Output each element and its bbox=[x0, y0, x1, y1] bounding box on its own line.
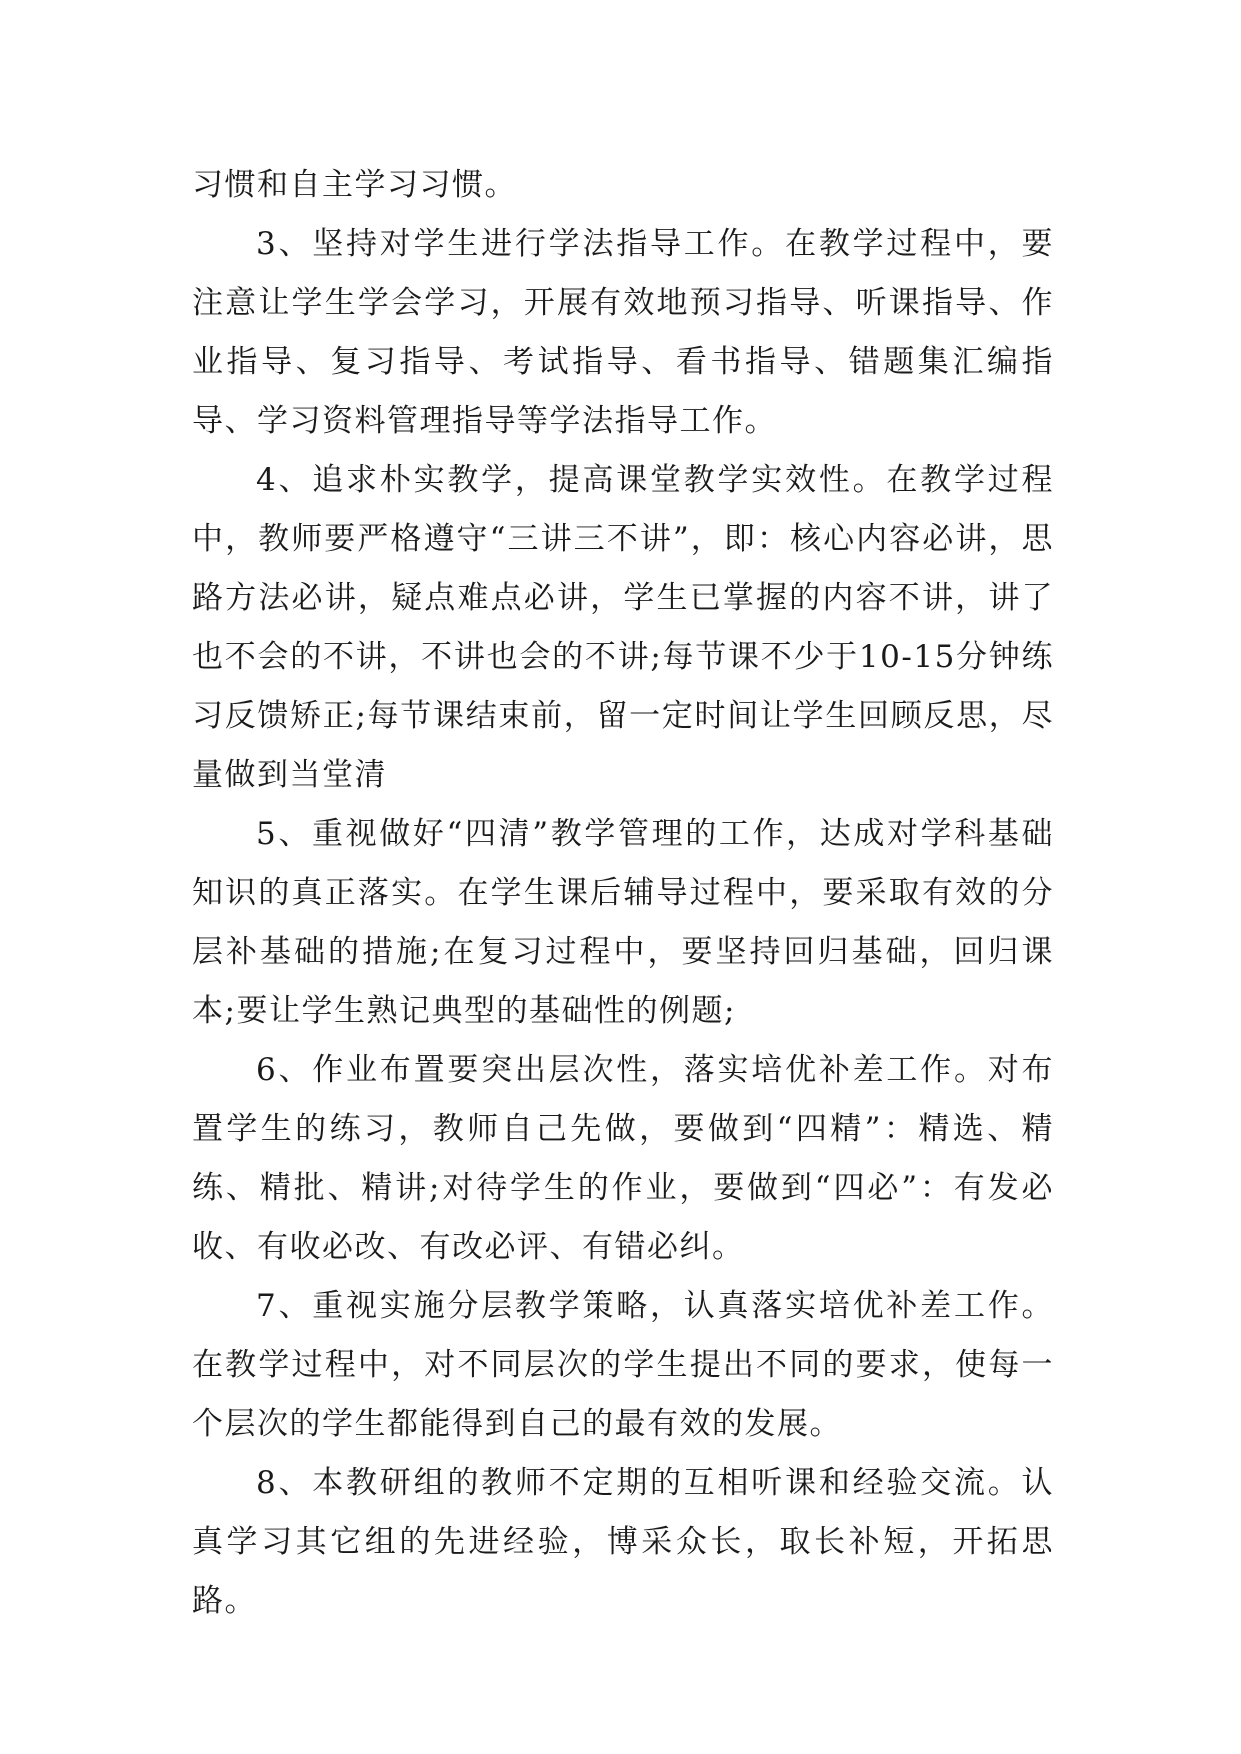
paragraph-item-5: 5、重视做好“四清”教学管理的工作，达成对学科基础知识的真正落实。在学生课后辅导过程中，要采取有效的分层补基础的措施;在复习过程中，要坚持回归基础，回归课本;要让学生熟记典型的基础性的例题; bbox=[192, 816, 1054, 1029]
paragraph-item-7: 7、重视实施分层教学策略，认真落实培优补差工作。在教学过程中，对不同层次的学生提出不同的要求，使每一个层次的学生都能得到自己的最有效的发展。 bbox=[192, 1288, 1054, 1442]
paragraph-item-4: 4、追求朴实教学，提高课堂教学实效性。在教学过程中，教师要严格遵守“三讲三不讲”，即：核心内容必讲，思路方法必讲，疑点难点必讲，学生已掌握的内容不讲，讲了也不会的不讲，不讲也会的不讲;每节课不少于10-15分钟练习反馈矫正;每节课结束前，留一定时间让学生回顾反思，尽量做到当堂清 bbox=[192, 462, 1054, 793]
paragraph-continuation: 习惯和自主学习习惯。 bbox=[192, 167, 517, 203]
paragraph-item-3: 3、坚持对学生进行学法指导工作。在教学过程中，要注意让学生学会学习，开展有效地预习指导、听课指导、作业指导、复习指导、考试指导、看书指导、错题集汇编指导、学习资料管理指导等学法指导工作。 bbox=[192, 226, 1054, 439]
paragraph-item-6: 6、作业布置要突出层次性，落实培优补差工作。对布置学生的练习，教师自己先做，要做到“四精”：精选、精练、精批、精讲;对待学生的作业，要做到“四必”：有发必收、有收必改、有改必评、有错必纠。 bbox=[192, 1052, 1054, 1265]
document-body bbox=[192, 156, 1054, 1631]
paragraph-item-8: 8、本教研组的教师不定期的互相听课和经验交流。认真学习其它组的先进经验，博采众长，取长补短，开拓思路。 bbox=[192, 1465, 1054, 1619]
